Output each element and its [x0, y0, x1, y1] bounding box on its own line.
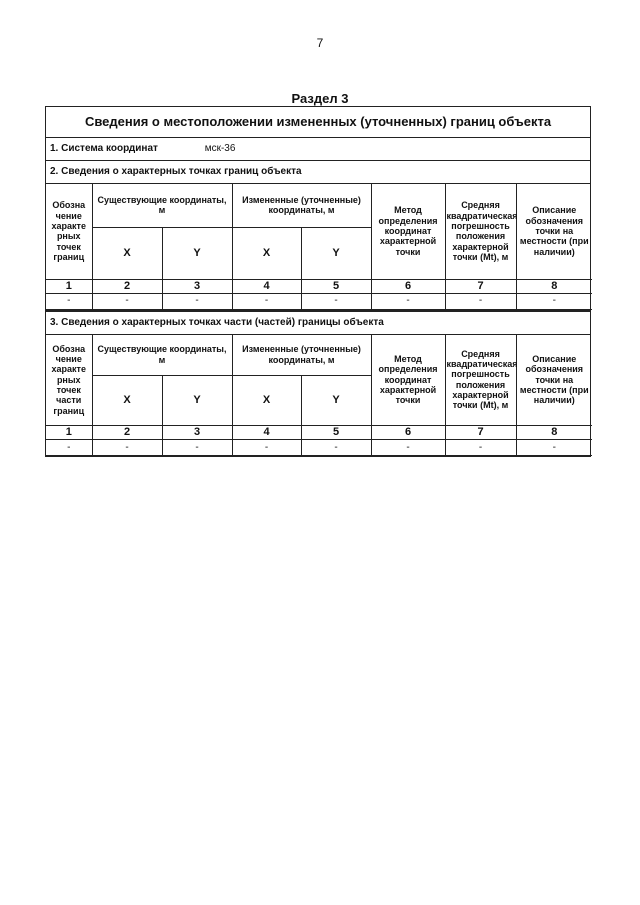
coord-system-label: 1. Система координат: [50, 143, 158, 154]
cell: -: [371, 440, 445, 456]
header-error: Средняя квадратическая погрешность положения характерной точки (Mt), м: [445, 184, 516, 279]
cell: -: [46, 293, 92, 309]
cell: -: [516, 440, 592, 456]
header-existing-coords: Существующие координаты, м: [92, 335, 232, 376]
header-y-changed: Y: [301, 376, 371, 426]
col-number: 3: [162, 279, 232, 293]
header-description: Описание обозначения точки на местности (при наличии): [516, 335, 592, 426]
cell: -: [232, 293, 301, 309]
section-title: Раздел 3: [291, 91, 349, 106]
header-x-changed: X: [232, 376, 301, 426]
section3-title: 3. Сведения о характерных точках части (частей) границы объекта: [46, 310, 590, 335]
col-number: 1: [46, 279, 92, 293]
cell: -: [301, 293, 371, 309]
section3-points-table: [46, 335, 592, 457]
page-number: 7: [316, 36, 324, 50]
table-title: Сведения о местоположении измененных (уточненных) границ объекта: [46, 107, 590, 138]
coord-system-row: [46, 138, 590, 161]
column-number-row: [46, 279, 592, 293]
cell: -: [46, 440, 92, 456]
header-description: Описание обозначения точки на местности (при наличии): [516, 184, 592, 279]
header-point-id: Обозна чение характе рных точек части границ: [46, 335, 92, 426]
header-changed-coords: Измененные (уточненные) координаты, м: [232, 184, 371, 227]
col-number: 2: [92, 426, 162, 440]
header-existing-coords: Существующие координаты, м: [92, 184, 232, 227]
header-y-existing: Y: [162, 227, 232, 279]
header-error: Средняя квадратическая погрешность положения характерной точки (Mt), м: [445, 335, 516, 426]
cell: -: [162, 293, 232, 309]
cell: -: [301, 440, 371, 456]
cell: -: [232, 440, 301, 456]
col-number: 4: [232, 426, 301, 440]
cell: -: [445, 293, 516, 309]
header-point-id: Обозна чение характе рных точек границ: [46, 184, 92, 279]
header-x-existing: X: [92, 227, 162, 279]
column-number-row: [46, 426, 592, 440]
header-method: Метод определения координат характерной точки: [371, 335, 445, 426]
cell: -: [516, 293, 592, 309]
cell: -: [92, 293, 162, 309]
boundary-info-table: [45, 106, 591, 457]
col-number: 4: [232, 279, 301, 293]
col-number: 6: [371, 426, 445, 440]
header-method: Метод определения координат характерной точки: [371, 184, 445, 279]
table-row: [46, 440, 592, 456]
col-number: 2: [92, 279, 162, 293]
col-number: 5: [301, 426, 371, 440]
header-changed-coords: Измененные (уточненные) координаты, м: [232, 335, 371, 376]
cell: -: [371, 293, 445, 309]
table-row: [46, 293, 592, 309]
col-number: 1: [46, 426, 92, 440]
header-x-existing: X: [92, 376, 162, 426]
col-number: 7: [445, 279, 516, 293]
cell: -: [92, 440, 162, 456]
header-x-changed: X: [232, 227, 301, 279]
col-number: 6: [371, 279, 445, 293]
cell: -: [445, 440, 516, 456]
col-number: 8: [516, 279, 592, 293]
section2-title: 2. Сведения о характерных точках границ объекта: [46, 161, 590, 184]
col-number: 8: [516, 426, 592, 440]
cell: -: [162, 440, 232, 456]
col-number: 3: [162, 426, 232, 440]
coord-system-value: мск-36: [204, 143, 236, 154]
header-y-changed: Y: [301, 227, 371, 279]
header-y-existing: Y: [162, 376, 232, 426]
col-number: 7: [445, 426, 516, 440]
section2-points-table: [46, 184, 592, 310]
col-number: 5: [301, 279, 371, 293]
